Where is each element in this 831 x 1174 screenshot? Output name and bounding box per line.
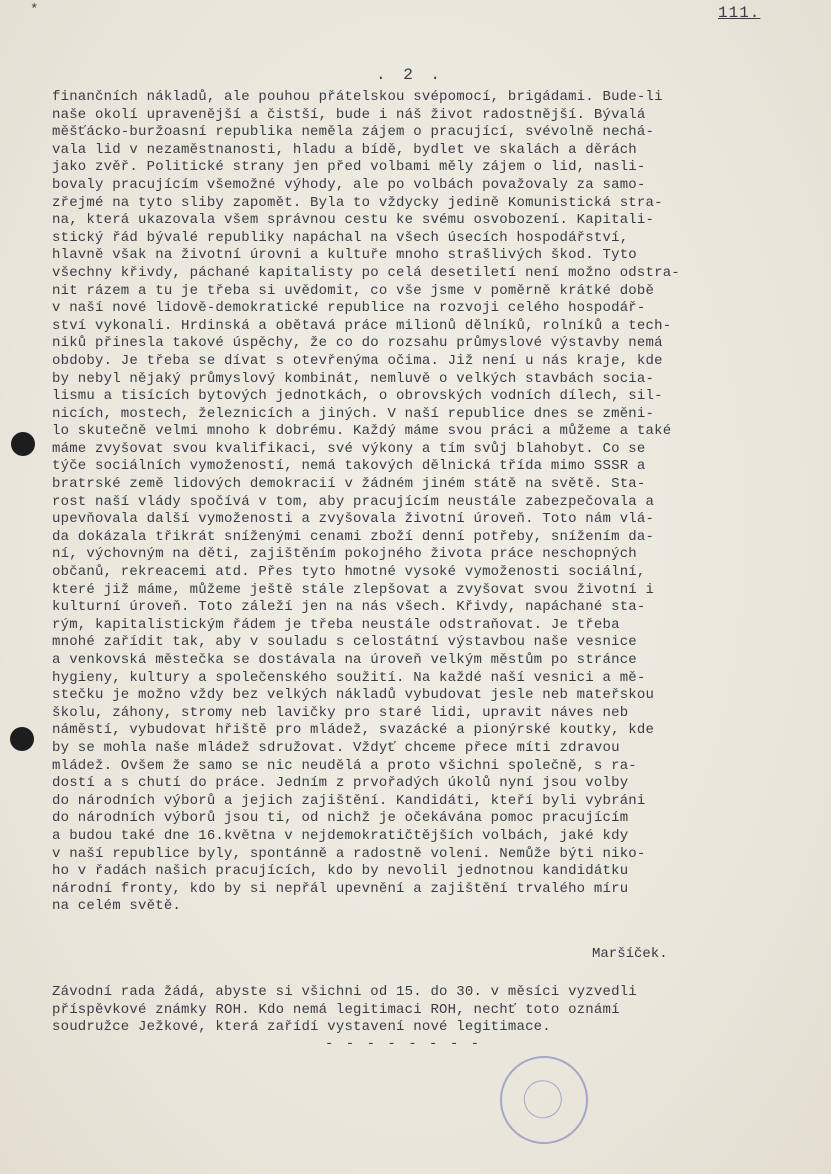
text-line: a budou také dne 16.května v nejdemokratičtějších volbách, jaké kdy: [52, 827, 629, 844]
text-line: by nebyl nějaký průmyslový kombinát, nemluvě o velkých stavbách socia-: [52, 370, 655, 387]
text-line: bratrské země lidových demokracií v žádném jiném státě na světě. Sta-: [52, 476, 646, 493]
text-line: kulturní úroveň. Toto záleží jen na nás všech. Křivdy, napáchané sta-: [52, 599, 646, 616]
text-line: naše okolí upravenější a čistší, bude i náš život radostnější. Bývalá: [52, 106, 646, 123]
page-number: . 2 .: [376, 66, 445, 84]
article-body: [52, 89, 792, 916]
union-notice: [52, 984, 792, 1037]
text-line: měšťácko-buržoasní republika neměla zájem o pracující, svévolně nechá-: [52, 124, 655, 141]
text-line: náměstí, vybudovat hřiště pro mládež, svazácké a pionýrské koutky, kde: [52, 722, 655, 739]
text-line: a venkovská městečka se dostávala na úroveň velkým městům po stránce: [52, 652, 637, 668]
text-line: zřejmé na tyto sliby zapomět. Byla to vždycky jedině Komunistická stra-: [52, 194, 663, 211]
text-line: ho v řadách našich pracujících, kdo by nevolil jednotnou kandidátku: [52, 863, 629, 880]
text-line: hlavně však na životní úrovni a kultuře mnoho strašlivých škod. Tyto: [52, 247, 637, 264]
text-line: všechny křivdy, páchané kapitalisty po celá desetiletí není možno odstra-: [52, 264, 680, 281]
text-line: do národních výborů jsou ti, od nichž je očekávána pomoc pracujícím: [52, 810, 629, 827]
text-line: rým, kapitalistickým řádem je třeba neustále odstraňovat. Je třeba: [52, 616, 620, 633]
text-line: niků přinesla takové úspěchy, že co do rozsahu průmyslové výstavby nemá: [52, 335, 663, 352]
text-line: lismu a tisících bytových jednotkách, o obrovských vodních dílech, sil-: [52, 388, 663, 405]
text-line: dostí a s chutí do práce. Jedním z prvořadých úkolů nyní jsou volby: [52, 775, 629, 792]
separator-line: - - - - - - - -: [325, 1036, 482, 1052]
text-line: finančních nákladů, ale pouhou přátelskou svépomocí, brigádami. Bude-li: [52, 89, 663, 105]
text-line: národní fronty, kdo by si nepřál upevnění a zajištění trvalého míru: [52, 880, 629, 897]
text-line: Závodní rada žádá, abyste si všichni od 15. do 30. v měsíci vyzvedli: [52, 984, 637, 1000]
text-line: mládež. Ovšem že samo se nic neudělá a proto všichni společně, s ra-: [52, 757, 637, 774]
text-line: vala lid v nezaměstnanosti, hladu a bídě, bydlet ve skalách a děrách: [52, 141, 637, 158]
text-line: obdoby. Je třeba se dívat s otevřenýma očima. Již není u nás kraje, kde: [52, 352, 663, 369]
text-line: by se mohla naše mládež sdružovat. Vždyť chceme přece míti zdravou: [52, 739, 620, 756]
text-line: upevňovala další vymoženosti a zvyšovala životní úroveň. Toto nám vlá-: [52, 511, 655, 528]
text-line: bovaly pracujícím všemožné výhody, ale po volbách považovaly za samo-: [52, 176, 646, 193]
punch-hole-icon: [10, 727, 34, 751]
text-line: mnohé zařídit tak, aby v souladu s celostátní výstavbou naše vesnice: [52, 634, 637, 651]
page-reference-number: 111.: [718, 4, 761, 22]
text-line: občanů, rekreacemi atd. Přes tyto hmotné vysoké vymoženosti sociální,: [52, 564, 646, 581]
text-line: rost naší vlády spočívá v tom, aby pracujícím neustále zabezpečovala a: [52, 493, 655, 510]
text-line: příspěvkové známky ROH. Kdo nemá legitimaci ROH, nechť toto oznámí: [52, 1001, 620, 1018]
text-line: hygieny, kultury a společenského soužití. Na každé naší vesnici a mě-: [52, 669, 646, 686]
round-stamp-icon: [492, 1048, 596, 1152]
punch-hole-icon: [11, 432, 35, 456]
text-line: stečku je možno vždy bez velkých nákladů vybudovat jesle neb mateřskou: [52, 687, 655, 704]
text-line: které již máme, můžeme ještě stále zlepšovat a zvyšovat svou životní i: [52, 581, 655, 598]
text-line: týče sociálních vymožeností, nemá takových dělnická třída mimo SSSR a: [52, 458, 646, 475]
text-line: v naší republice byly, spontánně a radostně voleni. Nemůže býti niko-: [52, 845, 646, 862]
text-line: nit rázem a tu je třeba si uvědomit, co vše jsme v poměrně krátké době: [52, 282, 655, 299]
text-line: stický řád bývalé republiky napáchal na všech úsecích hospodářství,: [52, 229, 629, 246]
text-line: jako zvěř. Politické strany jen před volbami měly zájem o lid, nasli-: [52, 159, 646, 176]
text-line: na celém světě.: [52, 898, 182, 915]
text-line: da dokázala třikrát sníženými cenami zboží denní potřeby, snížením da-: [52, 528, 655, 545]
corner-mark: *: [30, 2, 39, 18]
text-line: ství vykonali. Hrdinská a obětavá práce milionů dělníků, rolníků a tech-: [52, 317, 672, 334]
text-line: lo skutečně velmi mnoho k dobrému. Každý máme svou práci a můžeme a také: [52, 423, 672, 440]
text-line: ní, výchovným na děti, zajištěním pokojného života práce neschopných: [52, 546, 637, 563]
text-line: nicích, mostech, železnicích a jiných. V naší republice dnes se změni-: [52, 405, 655, 422]
text-line: školu, záhony, stromy neb lavičky pro staré lidi, upravit náves neb: [52, 704, 629, 721]
text-line: do národních výborů a jejich zajištění. Kandidáti, kteří byli vybráni: [52, 792, 646, 809]
author-signature: Maršíček.: [592, 946, 668, 962]
text-line: máme zvyšovat svou kvalifikaci, své výkony a tím svůj blahobyt. Co se: [52, 440, 646, 457]
stamp-inner-ring: [520, 1077, 565, 1122]
text-line: na, která ukazovala všem správnou cestu ke svému osvobození. Kapitali-: [52, 212, 655, 229]
text-line: v naší nové lidově-demokratické republice na rozvoji celého hospodář-: [52, 300, 646, 317]
text-line: soudružce Ježkové, která zařídí vystavení nové legitimace.: [52, 1019, 551, 1036]
